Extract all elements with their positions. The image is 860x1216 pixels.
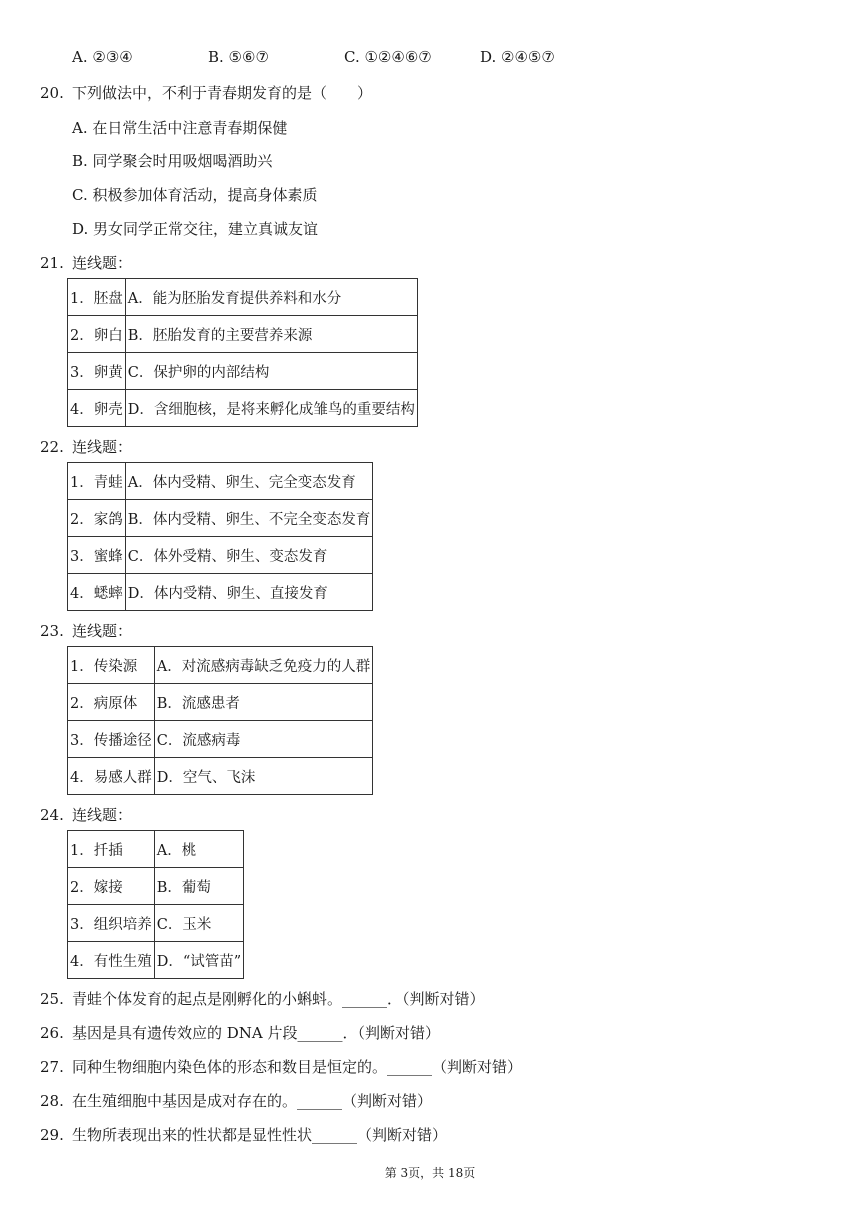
question-number: 25. xyxy=(40,990,64,1008)
question-number: 26. xyxy=(40,1024,64,1042)
table-row xyxy=(68,353,418,390)
table-row xyxy=(68,942,244,979)
table-row xyxy=(68,537,373,574)
table-cell-right: D．体内受精、卵生、直接发育 xyxy=(125,574,373,611)
table-cell-left: 4．易感人群 xyxy=(68,758,155,795)
table-cell-right: D．“试管苗” xyxy=(154,942,243,979)
table-cell-left: 1．传染源 xyxy=(68,647,155,684)
table-cell-left: 4．卵壳 xyxy=(68,390,126,427)
question-number: 29. xyxy=(40,1126,64,1144)
matching-table-23 xyxy=(67,646,373,795)
table-cell-right: C．玉米 xyxy=(154,905,243,942)
table-cell-left: 4．有性生殖 xyxy=(68,942,155,979)
table-cell-left: 2．卵白 xyxy=(68,316,126,353)
question-26 xyxy=(40,1022,440,1043)
question-text: 连线题： xyxy=(72,622,133,640)
table-row xyxy=(68,279,418,316)
table-cell-right: D．空气、飞沫 xyxy=(154,758,372,795)
question-text: 基因是具有遗传效应的 DNA 片段______．（判断对错） xyxy=(72,1024,441,1042)
question-number: 27. xyxy=(40,1058,64,1076)
matching-table-21 xyxy=(67,278,418,427)
table-cell-right: C．流感病毒 xyxy=(154,721,372,758)
table-cell-left: 3．组织培养 xyxy=(68,905,155,942)
table-cell-left: 3．蜜蜂 xyxy=(68,537,126,574)
table-row xyxy=(68,684,373,721)
table-row xyxy=(68,905,244,942)
question-text: 同种生物细胞内染色体的形态和数目是恒定的。______（判断对错） xyxy=(72,1058,523,1076)
question-number: 28. xyxy=(40,1092,64,1110)
table-cell-left: 1．胚盘 xyxy=(68,279,126,316)
q19-option-b: B. ⑤⑥⑦ xyxy=(208,48,269,66)
table-row xyxy=(68,390,418,427)
question-21 xyxy=(40,252,132,273)
question-28 xyxy=(40,1090,432,1111)
question-27 xyxy=(40,1056,522,1077)
question-number: 20. xyxy=(40,84,64,102)
table-cell-left: 1．扦插 xyxy=(68,831,155,868)
question-22 xyxy=(40,436,132,457)
question-number: 23. xyxy=(40,622,64,640)
table-row xyxy=(68,721,373,758)
question-text: 连线题： xyxy=(72,254,133,272)
q19-option-d: D. ②④⑤⑦ xyxy=(480,48,555,66)
table-cell-right: D．含细胞核，是将来孵化成雏鸟的重要结构 xyxy=(125,390,417,427)
question-number: 24. xyxy=(40,806,64,824)
q20-option-a: A. 在日常生活中注意青春期保健 xyxy=(72,119,288,137)
q20-option-b: B. 同学聚会时用吸烟喝酒助兴 xyxy=(72,152,273,170)
table-row xyxy=(68,500,373,537)
table-cell-right: A．桃 xyxy=(154,831,243,868)
question-number: 22. xyxy=(40,438,64,456)
q19-option-c: C. ①②④⑥⑦ xyxy=(344,48,432,66)
table-row xyxy=(68,647,373,684)
table-cell-right: A．能为胚胎发育提供养料和水分 xyxy=(125,279,417,316)
page-number-footer: 第 3页，共 18页 xyxy=(384,1166,476,1180)
table-cell-right: C．体外受精、卵生、变态发育 xyxy=(125,537,373,574)
question-29 xyxy=(40,1124,447,1145)
table-row xyxy=(68,831,244,868)
table-cell-left: 3．传播途径 xyxy=(68,721,155,758)
question-text: 连线题： xyxy=(72,806,133,824)
table-row xyxy=(68,463,373,500)
table-cell-left: 3．卵黄 xyxy=(68,353,126,390)
table-cell-right: B．胚胎发育的主要营养来源 xyxy=(125,316,417,353)
matching-table-22 xyxy=(67,462,373,611)
question-text: 连线题： xyxy=(72,438,133,456)
question-25 xyxy=(40,988,485,1009)
table-cell-right: B．体内受精、卵生、不完全变态发育 xyxy=(125,500,373,537)
q20-option-d: D. 男女同学正常交往，建立真诚友谊 xyxy=(72,220,319,238)
table-cell-right: B．葡萄 xyxy=(154,868,243,905)
question-text: 生物所表现出来的性状都是显性性状______（判断对错） xyxy=(72,1126,448,1144)
q20-option-c: C. 积极参加体育活动，提高身体素质 xyxy=(72,186,318,204)
table-row xyxy=(68,758,373,795)
table-row xyxy=(68,316,418,353)
table-cell-right: C．保护卵的内部结构 xyxy=(125,353,417,390)
table-cell-left: 2．嫁接 xyxy=(68,868,155,905)
table-cell-left: 2．家鸽 xyxy=(68,500,126,537)
question-20 xyxy=(40,82,372,103)
table-cell-left: 4．蟋蟀 xyxy=(68,574,126,611)
question-text: 下列做法中，不利于青春期发育的是（ ） xyxy=(72,84,373,102)
table-cell-right: B．流感患者 xyxy=(154,684,372,721)
question-number: 21. xyxy=(40,254,64,272)
table-cell-left: 1．青蛙 xyxy=(68,463,126,500)
table-cell-right: A．对流感病毒缺乏免疫力的人群 xyxy=(154,647,372,684)
question-text: 在生殖细胞中基因是成对存在的。______（判断对错） xyxy=(72,1092,433,1110)
table-cell-left: 2．病原体 xyxy=(68,684,155,721)
question-23 xyxy=(40,620,132,641)
table-row xyxy=(68,574,373,611)
question-text: 青蛙个体发育的起点是刚孵化的小蝌蚪。______．（判断对错） xyxy=(72,990,485,1008)
table-cell-right: A．体内受精、卵生、完全变态发育 xyxy=(125,463,373,500)
table-row xyxy=(68,868,244,905)
question-24 xyxy=(40,804,132,825)
matching-table-24 xyxy=(67,830,244,979)
q19-option-a: A. ②③④ xyxy=(72,48,133,66)
